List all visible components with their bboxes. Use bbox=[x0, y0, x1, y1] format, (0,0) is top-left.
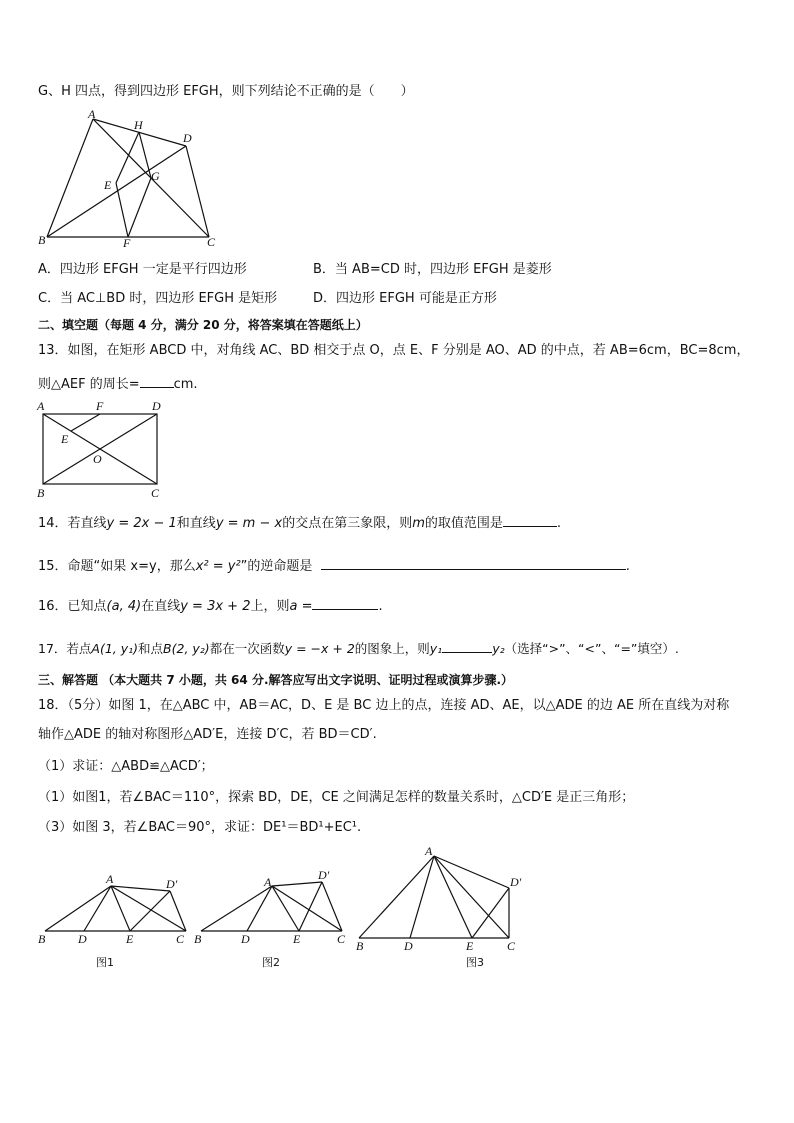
fig2-label-D: D bbox=[241, 932, 250, 946]
q17-pointA: A(1, y₁) bbox=[91, 641, 139, 656]
q14-pre: 14．若直线 bbox=[38, 516, 107, 531]
fig2-label-A: A bbox=[264, 875, 272, 889]
q18-line1: 18．（5分）如图 1，在△ABC 中，AB＝AC，D、E 是 BC 边上的点，连接 AD、AE，以△ADE 的边 AE 所在直线为对称 bbox=[38, 698, 730, 713]
q17-mid3: 的图象上，则 bbox=[354, 641, 430, 656]
q14-eq2: y = m − x bbox=[215, 516, 283, 531]
fig1-label-C: C bbox=[176, 932, 185, 946]
q16-mid: 在直线 bbox=[141, 599, 181, 614]
q18-figure-2 bbox=[192, 868, 352, 972]
q16-eq: y = 3x + 2 bbox=[180, 599, 251, 614]
q17-y2: y₂ bbox=[492, 641, 505, 656]
q13-label-D: D bbox=[152, 399, 161, 413]
q13-label-B: B bbox=[37, 486, 45, 500]
q15 bbox=[38, 557, 630, 575]
q12-option-b: B．当 AB=CD 时，四边形 EFGH 是菱形 bbox=[313, 262, 552, 277]
q16-var: a = bbox=[289, 599, 313, 614]
q17-mid1: 和点 bbox=[138, 641, 164, 656]
q14-var: m bbox=[412, 516, 425, 531]
q18-part2: （1）如图1，若∠BAC＝110°，探索 BD，DE，CE 之间满足怎样的数量关系时，△CD′E 是正三角形； bbox=[38, 790, 635, 805]
q17-y1: y₁ bbox=[429, 641, 443, 656]
q12-label-E: E bbox=[104, 178, 112, 192]
q16-post: 上，则 bbox=[250, 599, 290, 614]
q12-label-H: H bbox=[134, 118, 143, 132]
q13-figure bbox=[34, 398, 174, 502]
q17-pointB: B(2, y₂) bbox=[163, 641, 210, 656]
fig3-label-A: A bbox=[425, 844, 433, 858]
fig3-label-D: D bbox=[404, 939, 413, 953]
q13-line2 bbox=[38, 375, 198, 393]
q13-answer-blank[interactable] bbox=[140, 375, 174, 388]
q14-post1: 的交点在第三象限，则 bbox=[282, 516, 413, 531]
fig1-label-E: E bbox=[126, 932, 134, 946]
q12-option-d: D．四边形 EFGH 可能是正方形 bbox=[313, 291, 497, 306]
section2-heading: 二、填空题（每题 4 分，满分 20 分，将答案填在答题纸上） bbox=[38, 318, 368, 332]
q17-eq: y = −x + 2 bbox=[284, 641, 355, 656]
q12-label-D: D bbox=[183, 131, 192, 145]
q13-label-A: A bbox=[37, 399, 45, 413]
q17-pre: 17．若点 bbox=[38, 641, 92, 656]
q16 bbox=[38, 597, 383, 615]
q12-option-a: A．四边形 EFGH 一定是平行四边形 bbox=[38, 262, 247, 277]
q12-label-B: B bbox=[38, 233, 46, 247]
fig3-label-Dp: D′ bbox=[510, 875, 522, 889]
q15-eq: x² = y² bbox=[195, 559, 241, 574]
q17-post: （选择“>”、“<”、“=”填空）. bbox=[504, 641, 679, 656]
q14-end: . bbox=[556, 516, 562, 531]
fig1-label-Dp: D′ bbox=[166, 877, 178, 891]
fig2-label-Dp: D′ bbox=[318, 868, 330, 882]
q17 bbox=[38, 640, 679, 657]
fig2-label-B: B bbox=[194, 932, 202, 946]
q13-label-E: E bbox=[61, 432, 69, 446]
q14-answer-blank[interactable] bbox=[503, 514, 557, 527]
q17-mid2: 都在一次函数 bbox=[209, 641, 285, 656]
q15-post: ”的逆命题是 bbox=[240, 559, 313, 574]
q12-stem: G、H 四点，得到四边形 EFGH，则下列结论不正确的是（ ） bbox=[38, 84, 414, 99]
q13-line2-post: cm. bbox=[173, 377, 198, 392]
fig3-label-B: B bbox=[356, 939, 364, 953]
q16-answer-blank[interactable] bbox=[312, 597, 378, 610]
q15-pre: 15．命题“如果 x=y，那么 bbox=[38, 559, 196, 574]
q18-figure-1 bbox=[36, 872, 194, 972]
fig1-label-B: B bbox=[38, 932, 46, 946]
fig1-caption: 图1 bbox=[96, 956, 114, 969]
q13-label-C: C bbox=[151, 486, 160, 500]
q13-label-O: O bbox=[93, 452, 102, 466]
fig2-label-C: C bbox=[337, 932, 346, 946]
fig1-label-D: D bbox=[78, 932, 87, 946]
q12-label-A: A bbox=[88, 107, 96, 121]
q13-line1: 13．如图，在矩形 ABCD 中，对角线 AC、BD 相交于点 O，点 E、F 分别是 AO、AD 的中点，若 AB=6cm，BC=8cm， bbox=[38, 343, 750, 358]
q14-post2: 的取值范围是 bbox=[424, 516, 503, 531]
q18-part3: （3）如图 3，若∠BAC＝90°，求证：DE¹＝BD¹+EC¹. bbox=[38, 820, 362, 835]
fig1-label-A: A bbox=[106, 872, 114, 886]
q14-mid: 和直线 bbox=[176, 516, 216, 531]
q12-label-C: C bbox=[207, 235, 216, 249]
q18-line2: 轴作△ADE 的轴对称图形△AD′E，连接 D′C，若 BD＝CD′. bbox=[38, 727, 377, 742]
q15-end: . bbox=[625, 559, 630, 574]
q14-eq1: y = 2x − 1 bbox=[106, 516, 177, 531]
q18-figure-3 bbox=[350, 840, 540, 972]
q12-label-G: G bbox=[151, 169, 160, 183]
q13-line2-pre: 则△AEF 的周长= bbox=[38, 377, 140, 392]
fig3-caption: 图3 bbox=[466, 956, 484, 969]
q12-option-c: C．当 AC⊥BD 时，四边形 EFGH 是矩形 bbox=[38, 291, 278, 306]
fig2-label-E: E bbox=[293, 932, 301, 946]
q16-point: (a, 4) bbox=[106, 599, 142, 614]
q14 bbox=[38, 514, 561, 532]
q16-end: . bbox=[378, 599, 383, 614]
section3-heading: 三、解答题 （本大题共 7 小题，共 64 分.解答应写出文字说明、证明过程或演算步骤.） bbox=[38, 673, 514, 687]
fig3-label-E: E bbox=[466, 939, 474, 953]
q18-part1: （1）求证：△ABD≌△ACD′； bbox=[38, 759, 214, 774]
q12-figure bbox=[30, 108, 230, 250]
q16-pre: 16．已知点 bbox=[38, 599, 107, 614]
q13-label-F: F bbox=[96, 399, 104, 413]
q12-label-F: F bbox=[123, 236, 131, 250]
q17-answer-blank[interactable] bbox=[442, 640, 492, 653]
fig2-caption: 图2 bbox=[262, 956, 280, 969]
q15-answer-blank[interactable] bbox=[321, 557, 626, 570]
fig3-label-C: C bbox=[507, 939, 516, 953]
